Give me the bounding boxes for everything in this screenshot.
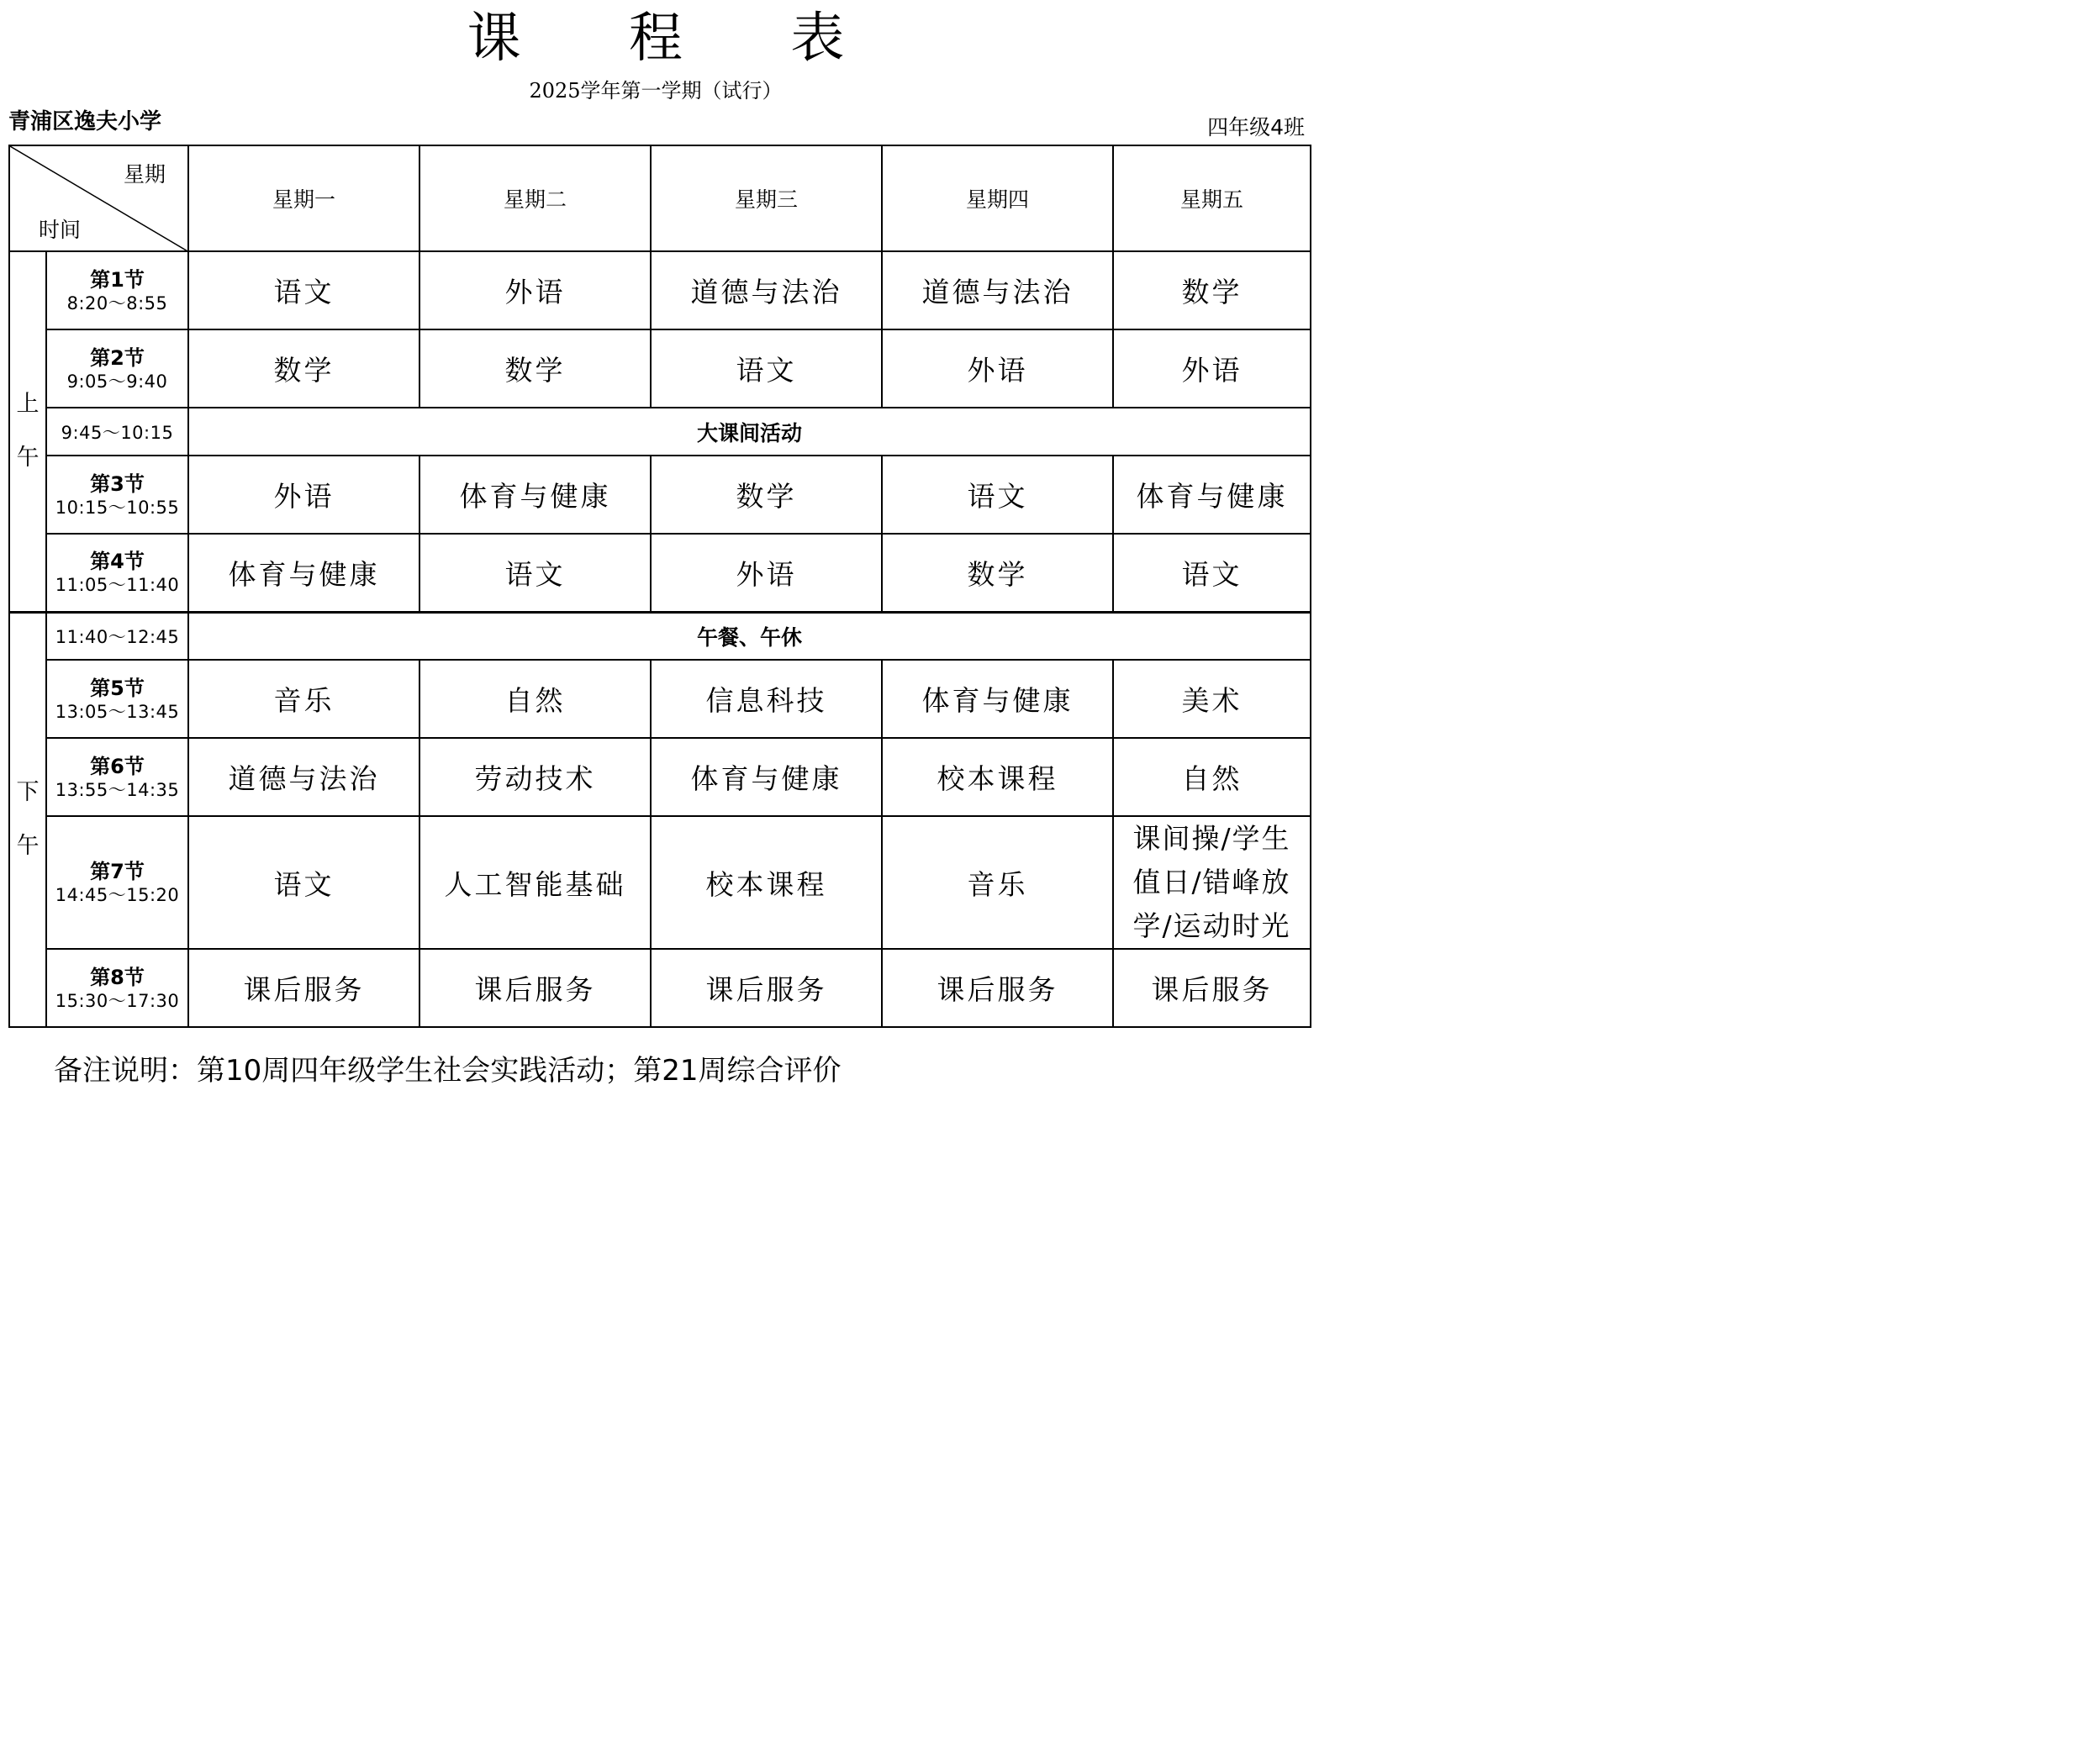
course-cell: 语文 <box>651 329 882 408</box>
course-cell: 人工智能基础 <box>419 816 651 949</box>
period-row-1 <box>9 251 1311 329</box>
period-label <box>46 816 188 949</box>
period-row-5 <box>9 660 1311 738</box>
morning-char-2: 午 <box>16 445 40 471</box>
period-name: 第4节 <box>90 550 145 574</box>
title-char-1: 课 <box>467 8 521 70</box>
period-time: 15:30～17:30 <box>55 990 180 1011</box>
course-cell: 道德与法治 <box>188 738 419 816</box>
course-cell: 语文 <box>1113 534 1311 612</box>
corner-cell <box>9 145 188 251</box>
afternoon-char-2: 午 <box>16 833 40 860</box>
course-cell: 外语 <box>882 329 1113 408</box>
period-label <box>46 949 188 1027</box>
course-cell: 道德与法治 <box>882 251 1113 329</box>
course-cell: 校本课程 <box>882 738 1113 816</box>
course-cell: 音乐 <box>188 660 419 738</box>
course-cell: 体育与健康 <box>1113 456 1311 534</box>
period-time: 11:05～11:40 <box>55 575 180 596</box>
course-line: 课间操/学生 <box>1132 822 1291 855</box>
course-cell: 语文 <box>188 816 419 949</box>
course-cell: 课后服务 <box>419 949 651 1027</box>
day-header-fri: 星期五 <box>1113 145 1311 251</box>
footer-note: 备注说明：第10周四年级学生社会实践活动；第21周综合评价 <box>54 1054 842 1088</box>
afternoon-char-1: 下 <box>16 779 40 806</box>
period-label <box>46 660 188 738</box>
course-cell: 课后服务 <box>188 949 419 1027</box>
break-time: 9:45～10:15 <box>46 408 188 456</box>
course-cell: 校本课程 <box>651 816 882 949</box>
corner-time-label: 时间 <box>39 218 82 242</box>
course-cell: 外语 <box>419 251 651 329</box>
period-row-8 <box>9 949 1311 1027</box>
course-cell: 体育与健康 <box>419 456 651 534</box>
period-name: 第3节 <box>90 471 145 496</box>
title-char-3: 表 <box>790 8 845 70</box>
semester-subtitle: 2025学年第一学期（试行） <box>529 79 783 103</box>
period-label <box>46 456 188 534</box>
course-cell: 外语 <box>188 456 419 534</box>
course-cell: 数学 <box>1113 251 1311 329</box>
period-row-6 <box>9 738 1311 816</box>
course-cell: 信息科技 <box>651 660 882 738</box>
period-time: 13:55～14:35 <box>55 779 180 800</box>
period-row-2 <box>9 329 1311 408</box>
period-time: 14:45～15:20 <box>55 885 180 905</box>
school-name: 青浦区逸夫小学 <box>8 109 162 134</box>
period-name: 第8节 <box>90 965 145 989</box>
course-cell: 数学 <box>882 534 1113 612</box>
day-header-tue: 星期二 <box>419 145 651 251</box>
period-time: 13:05～13:45 <box>55 701 180 722</box>
header-row <box>9 145 1311 251</box>
period-label <box>46 251 188 329</box>
period-name: 第6节 <box>90 754 145 778</box>
course-cell: 数学 <box>188 329 419 408</box>
course-line: 值日/错峰放 <box>1132 866 1291 898</box>
period-name: 第2节 <box>90 345 145 370</box>
break-activity: 午餐、午休 <box>188 612 1311 660</box>
break-row-1 <box>9 408 1311 456</box>
class-name: 四年级4班 <box>1207 115 1305 140</box>
break-time: 11:40～12:45 <box>46 612 188 660</box>
course-cell: 劳动技术 <box>419 738 651 816</box>
page-title <box>0 7 1311 71</box>
period-name: 第1节 <box>90 267 145 292</box>
break-row-2 <box>9 612 1311 660</box>
day-header-mon: 星期一 <box>188 145 419 251</box>
course-cell: 体育与健康 <box>651 738 882 816</box>
course-cell: 数学 <box>651 456 882 534</box>
corner-day-label: 星期 <box>123 162 166 187</box>
course-cell: 数学 <box>419 329 651 408</box>
course-cell: 体育与健康 <box>882 660 1113 738</box>
course-cell: 自然 <box>419 660 651 738</box>
period-name: 第5节 <box>90 676 145 700</box>
period-row-4 <box>9 534 1311 612</box>
course-cell: 课后服务 <box>651 949 882 1027</box>
course-cell: 道德与法治 <box>651 251 882 329</box>
course-cell: 语文 <box>188 251 419 329</box>
course-cell: 课后服务 <box>882 949 1113 1027</box>
course-cell: 美术 <box>1113 660 1311 738</box>
morning-char-1: 上 <box>16 391 40 418</box>
course-cell: 课后服务 <box>1113 949 1311 1027</box>
title-char-2: 程 <box>629 8 683 70</box>
course-cell: 自然 <box>1113 738 1311 816</box>
period-label <box>46 738 188 816</box>
period-label <box>46 329 188 408</box>
period-label <box>46 534 188 612</box>
course-cell-multiline <box>1113 816 1311 949</box>
course-cell: 外语 <box>651 534 882 612</box>
period-time: 10:15～10:55 <box>55 497 180 518</box>
timetable <box>8 145 1311 1028</box>
course-cell: 体育与健康 <box>188 534 419 612</box>
morning-label <box>9 251 46 612</box>
period-time: 8:20～8:55 <box>66 292 168 313</box>
day-header-wed: 星期三 <box>651 145 882 251</box>
break-activity: 大课间活动 <box>188 408 1311 456</box>
course-cell: 外语 <box>1113 329 1311 408</box>
course-cell: 音乐 <box>882 816 1113 949</box>
afternoon-label <box>9 612 46 1027</box>
course-cell: 语文 <box>419 534 651 612</box>
course-cell: 语文 <box>882 456 1113 534</box>
course-line: 学/运动时光 <box>1132 909 1291 942</box>
period-row-3 <box>9 456 1311 534</box>
period-time: 9:05～9:40 <box>66 371 168 392</box>
day-header-thu: 星期四 <box>882 145 1113 251</box>
period-row-7 <box>9 816 1311 949</box>
period-name: 第7节 <box>90 860 145 883</box>
